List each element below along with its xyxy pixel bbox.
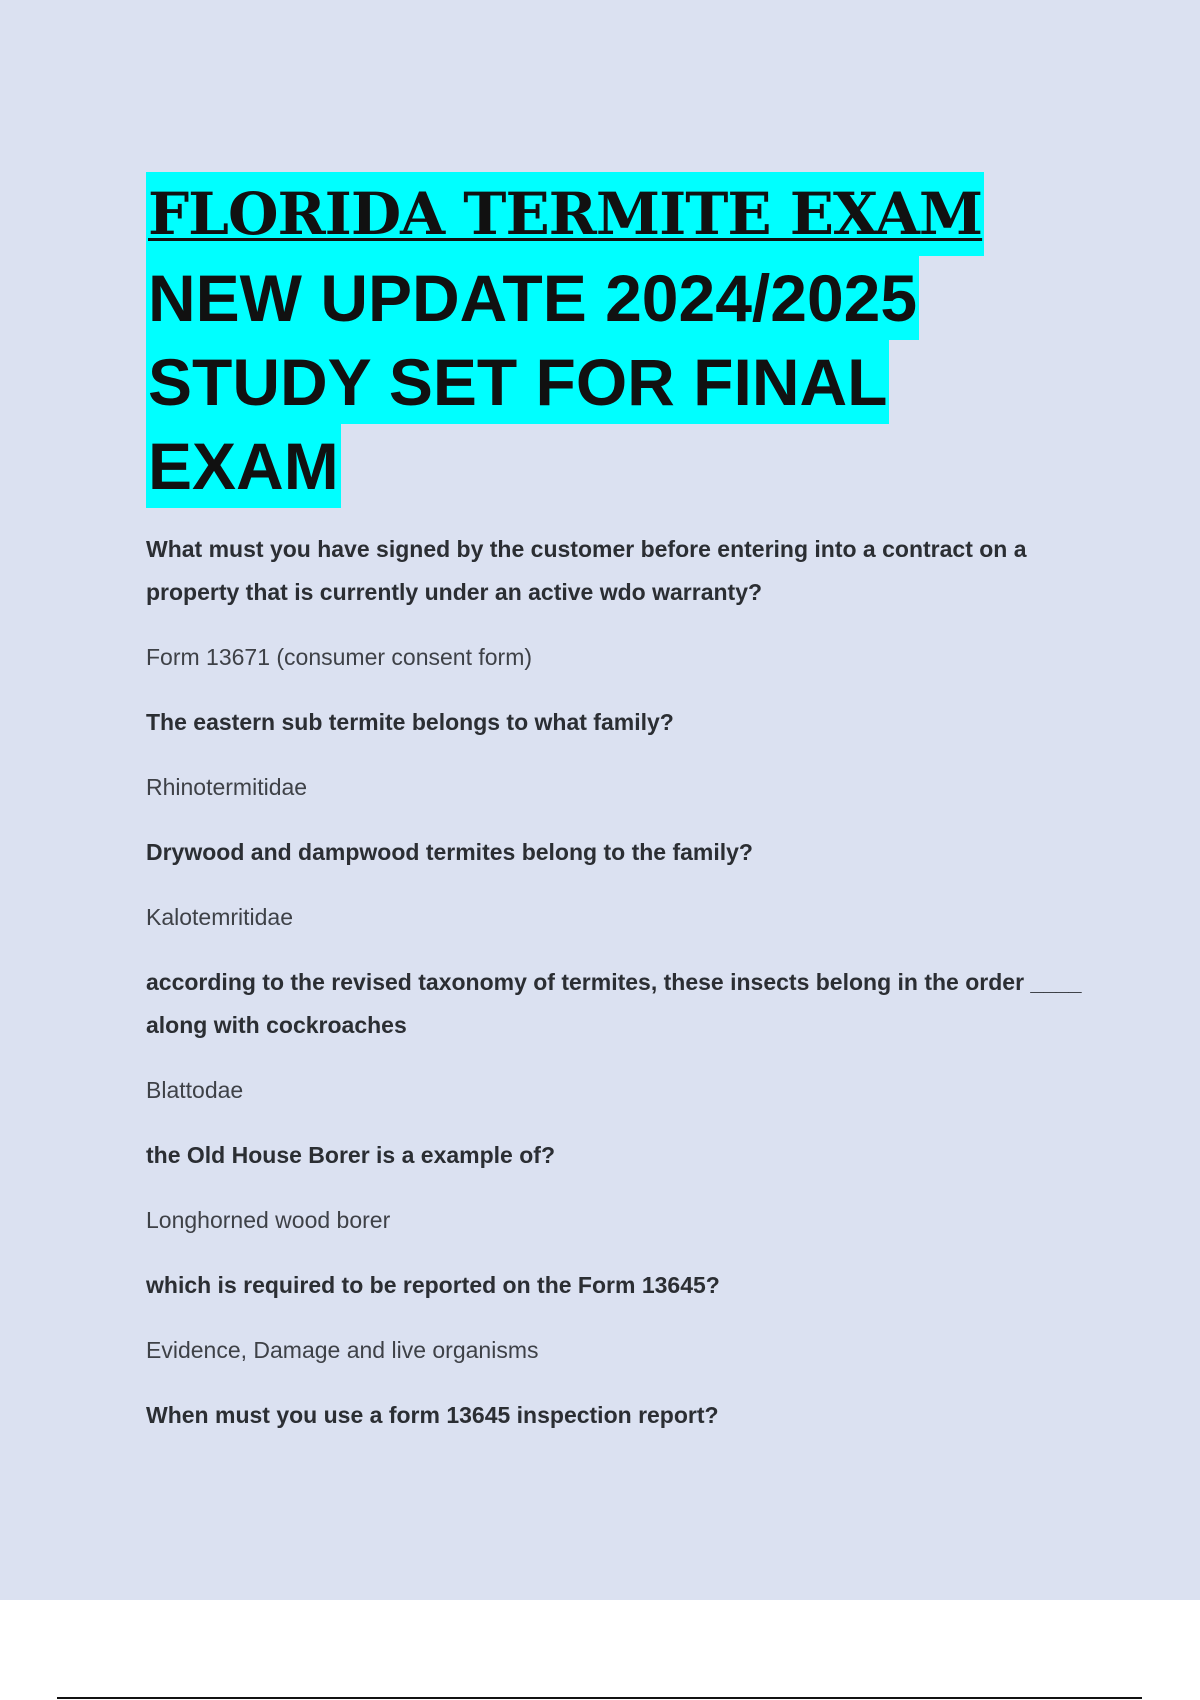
document-body — [146, 172, 1086, 1459]
question-7: When must you use a form 13645 inspection report? — [146, 1402, 719, 1428]
question-5: the Old House Borer is a example of? — [146, 1142, 555, 1168]
title-line-2: NEW UPDATE 2024/2025 — [146, 256, 919, 340]
answer-3: Kalotemritidae — [146, 904, 294, 930]
title-line-1: FLORIDA TERMITE EXAM — [146, 172, 984, 256]
answer-5: Longhorned wood borer — [146, 1207, 391, 1233]
question-4: according to the revised taxonomy of termites, these insects belong in the order ____ along with cockroaches — [146, 969, 1082, 1038]
title-line-4: EXAM — [146, 424, 341, 508]
answer-2: Rhinotermitidae — [146, 774, 308, 800]
question-6: which is required to be reported on the Form 13645? — [146, 1272, 720, 1298]
question-3: Drywood and dampwood termites belong to the family? — [146, 839, 753, 865]
title-line-3: STUDY SET FOR FINAL — [146, 340, 889, 424]
question-1: What must you have signed by the customer before entering into a contract on a property that is currently under an active wdo warranty? — [146, 536, 1027, 605]
answer-6: Evidence, Damage and live organisms — [146, 1337, 539, 1363]
question-2: The eastern sub termite belongs to what family? — [146, 709, 674, 735]
question-answer-list — [146, 528, 1086, 1437]
document-title — [146, 172, 1086, 508]
answer-1: Form 13671 (consumer consent form) — [146, 644, 533, 670]
footer-divider — [57, 1697, 1142, 1699]
answer-4: Blattodae — [146, 1077, 244, 1103]
